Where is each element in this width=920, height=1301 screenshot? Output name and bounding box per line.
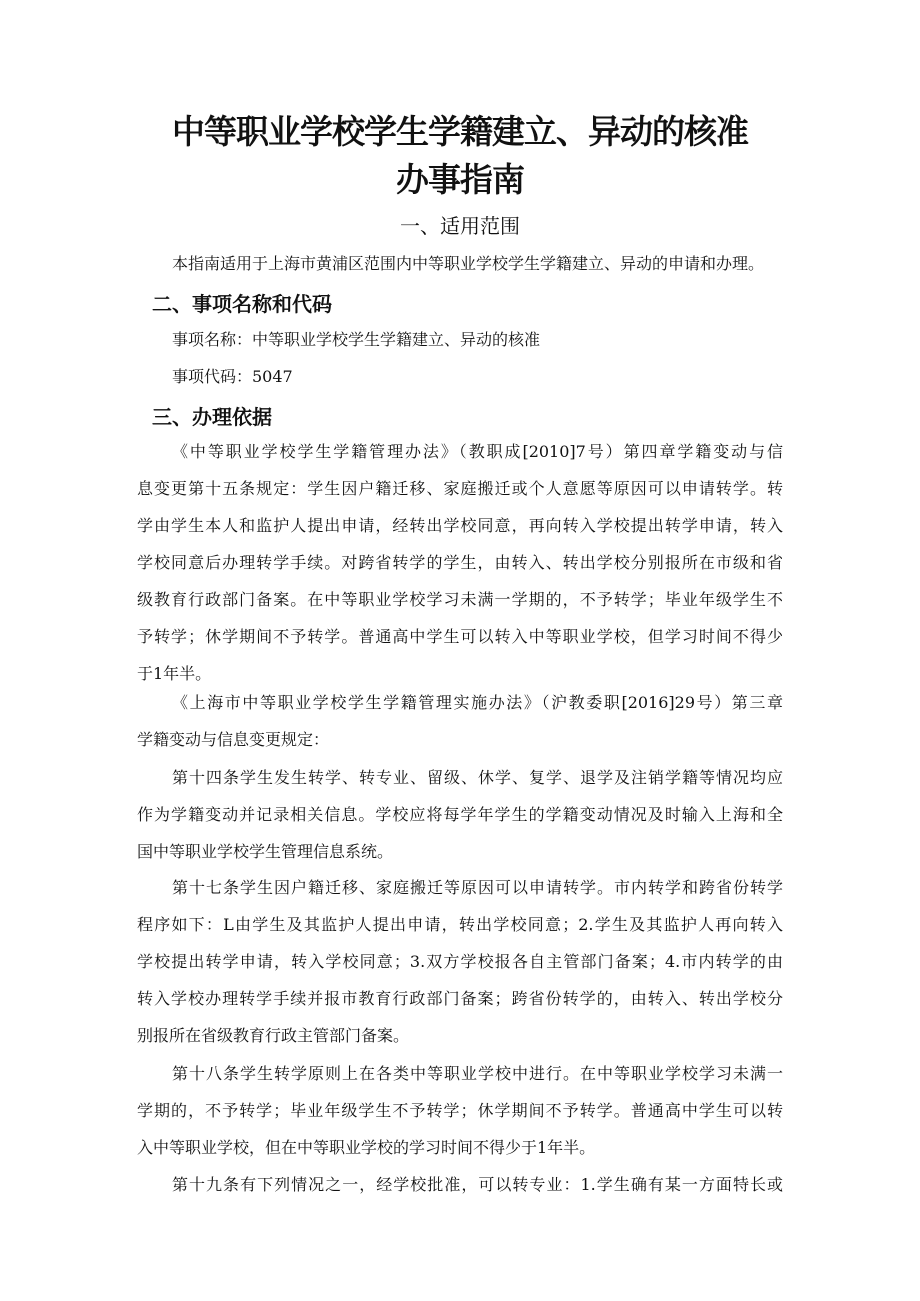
paragraph-line: 息变更第十五条规定：学生因户籍迁移、家庭搬迁或个人意愿等原因可以申请转学。转: [137, 479, 783, 498]
paragraph-line: 作为学籍变动并记录相关信息。学校应将每学年学生的学籍变动情况及时输入上海和全: [137, 805, 783, 824]
paragraph-line: 第十九条有下列情况之一，经学校批准，可以转专业：1.学生确有某一方面特长或: [172, 1175, 783, 1194]
document-title-line2: 办事指南: [396, 160, 524, 199]
paragraph-line: 别报所在省级教育行政主管部门备案。: [137, 1026, 410, 1045]
paragraph-line: 程序如下：L由学生及其监护人提出申请，转出学校同意；2.学生及其监护人再向转入: [137, 915, 783, 934]
paragraph-line: 《中等职业学校学生学籍管理办法》（教职成[2010]7号）第四章学籍变动与信: [172, 442, 783, 461]
paragraph-line: 国中等职业学校学生管理信息系统。: [137, 842, 394, 861]
paragraph-line: 学期的，不予转学；毕业年级学生不予转学；休学期间不予转学。普通高中学生可以转: [137, 1101, 783, 1120]
paragraph-line: 级教育行政部门备案。在中等职业学校学习未满一学期的，不予转学；毕业年级学生不: [137, 590, 783, 609]
section1-heading: 一、适用范围: [400, 214, 520, 238]
section3-heading: 三、办理依据: [152, 405, 272, 429]
paragraph-line: 于1年半。: [137, 664, 212, 683]
paragraph-line: 入中等职业学校，但在中等职业学校的学习时间不得少于1年半。: [137, 1138, 596, 1157]
paragraph-line: 《上海市中等职业学校学生学籍管理实施办法》（沪教委职[2016]29号）第三章: [172, 693, 783, 712]
paragraph-line: 予转学；休学期间不予转学。普通高中学生可以转入中等职业学校，但学习时间不得少: [137, 627, 783, 646]
paragraph-line: 学校同意后办理转学手续。对跨省转学的学生，由转入、转出学校分别报所在市级和省: [137, 553, 783, 572]
paragraph-line: 学由学生本人和监护人提出申请，经转出学校同意，再向转入学校提出转学申请，转入: [137, 516, 783, 535]
paragraph-line: 第十七条学生因户籍迁移、家庭搬迁等原因可以申请转学。市内转学和跨省份转学: [172, 878, 783, 897]
paragraph-line: 转入学校办理转学手续并报市教育行政部门备案；跨省份转学的，由转入、转出学校分: [137, 989, 783, 1008]
section2-heading: 二、事项名称和代码: [152, 292, 332, 316]
item-code-line: 事项代码：5047: [172, 367, 293, 386]
paragraph-line: 学籍变动与信息变更规定：: [137, 730, 330, 749]
paragraph-line: 第十八条学生转学原则上在各类中等职业学校中进行。在中等职业学校学习未满一: [172, 1064, 783, 1083]
item-name-line: 事项名称：中等职业学校学生学籍建立、异动的核准: [172, 330, 541, 349]
section1-body: 本指南适用于上海市黄浦区范围内中等职业学校学生学籍建立、异动的申请和办理。: [172, 254, 765, 273]
document-title-line1: 中等职业学校学生学籍建立、异动的核准: [172, 112, 748, 151]
paragraph-line: 第十四条学生发生转学、转专业、留级、休学、复学、退学及注销学籍等情况均应: [172, 768, 783, 787]
paragraph-line: 学校提出转学申请，转入学校同意；3.双方学校报各自主管部门备案；4.市内转学的由: [137, 952, 783, 971]
